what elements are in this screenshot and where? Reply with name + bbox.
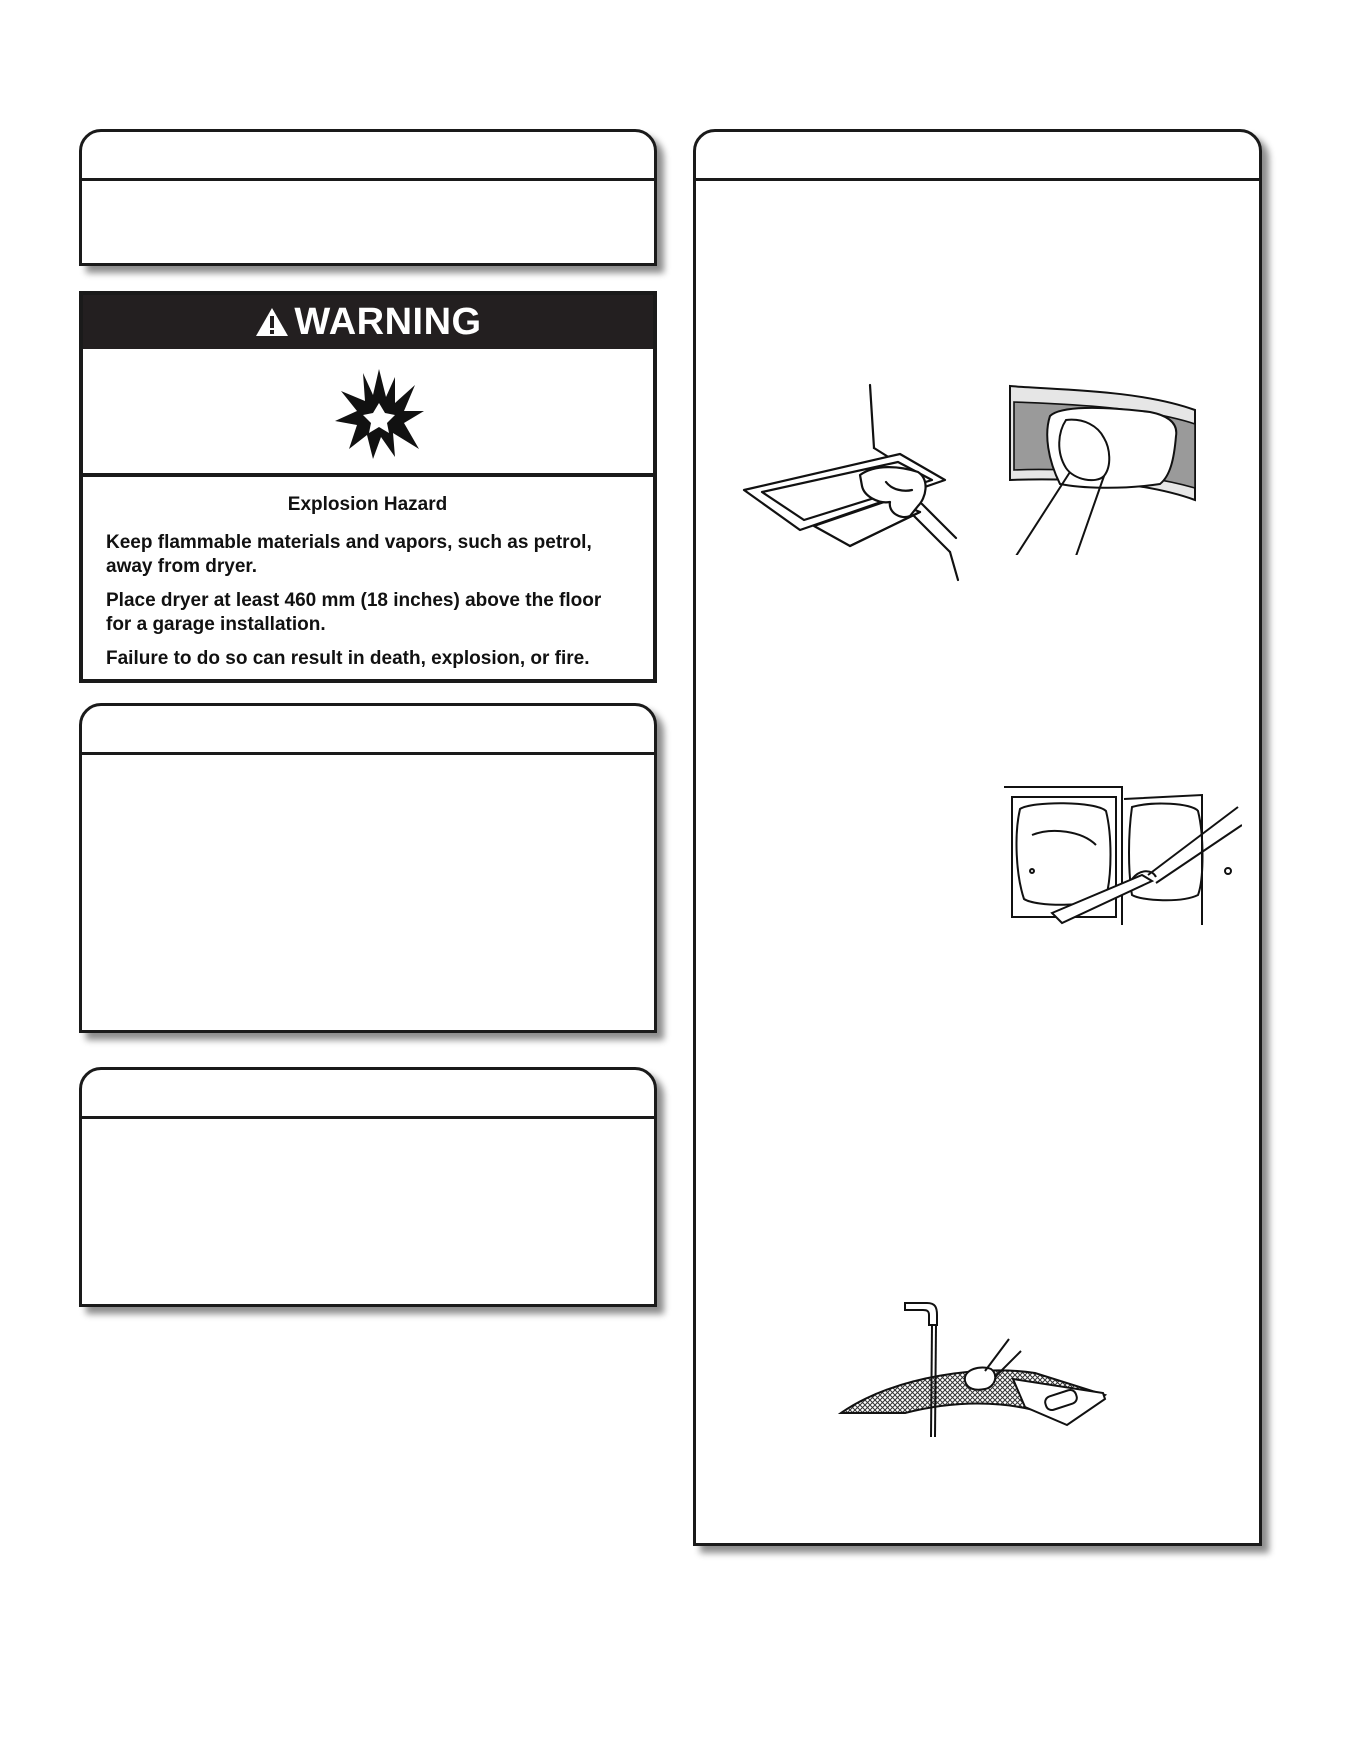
warning-header <box>83 295 653 349</box>
wash-lint-screen-illustration <box>835 1295 1115 1440</box>
lint-screen-wipe-illustration <box>740 380 970 585</box>
warning-title: WARNING <box>294 301 482 343</box>
warning-panel <box>79 291 657 683</box>
warning-triangle-icon <box>254 306 290 338</box>
warning-line-3: Failure to do so can result in death, explosion, or fire. <box>106 648 590 669</box>
left-box-1 <box>79 129 657 266</box>
warning-line-1: Keep flammable materials and vapors, such as petrol, away from dryer. <box>106 532 592 577</box>
warning-line-2: Place dryer at least 460 mm (18 inches) above the floor for a garage installation. <box>106 590 602 635</box>
left-box-2 <box>79 703 657 1033</box>
left-box-1-header <box>82 132 654 181</box>
right-box-header <box>696 132 1259 181</box>
drum-wipe-illustration <box>1000 380 1200 555</box>
hazard-title: Explosion Hazard <box>287 494 448 515</box>
vacuum-drum-illustration <box>992 775 1242 930</box>
left-box-2-header <box>82 706 654 755</box>
left-box-3-header <box>82 1070 654 1119</box>
left-box-3 <box>79 1067 657 1307</box>
warning-pictogram-area <box>83 349 653 477</box>
explosion-icon <box>329 363 429 463</box>
